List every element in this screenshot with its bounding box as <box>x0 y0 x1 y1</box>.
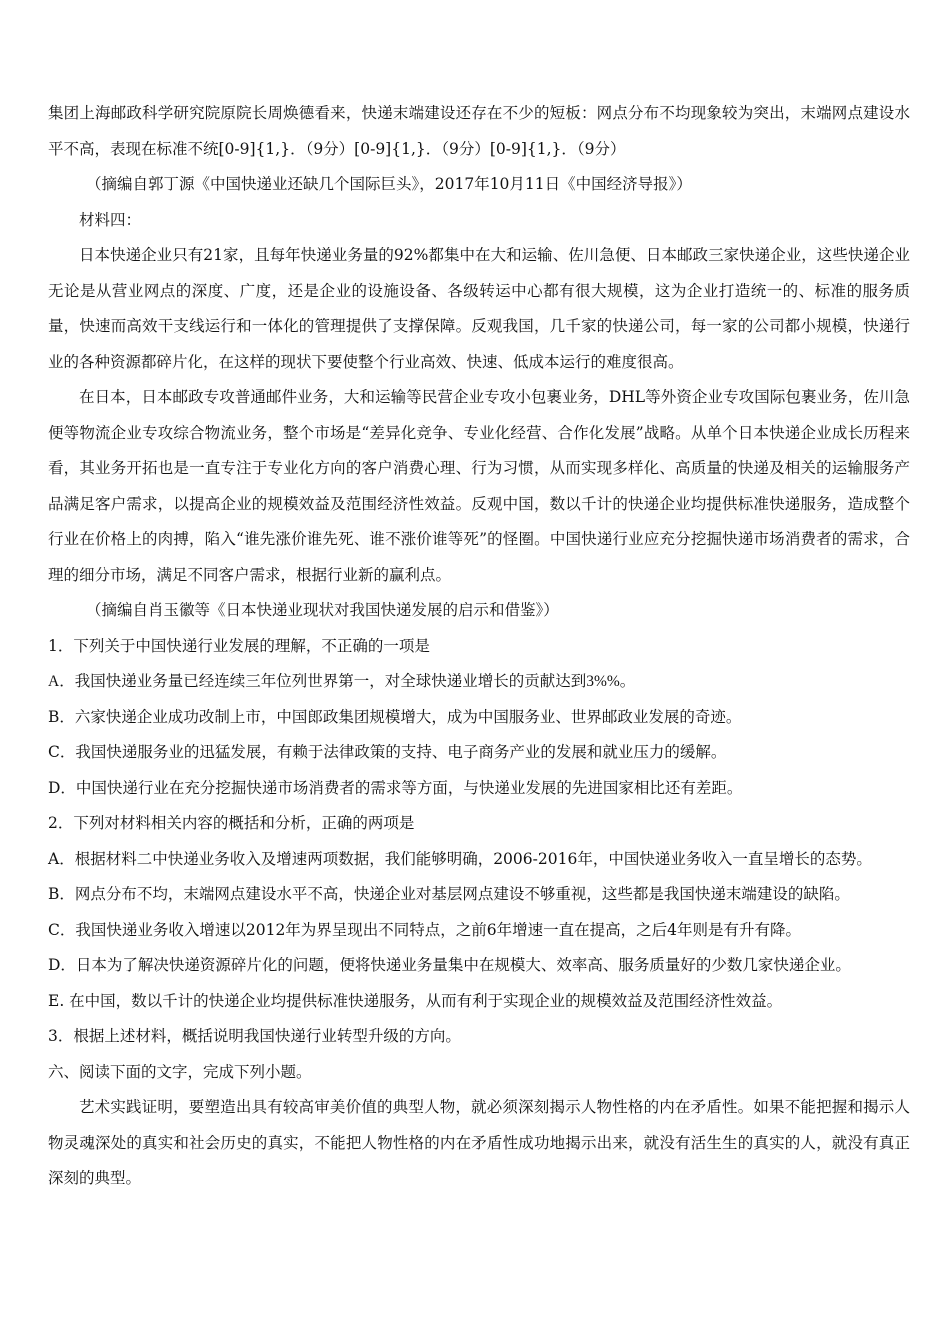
question-2-option-a: A．根据材料二中快递业务收入及增速两项数据，我们能够明确，2006-2016年，中国快递业务收入一直呈增长的态势。 <box>48 849 872 868</box>
question-1-option-b: B．六家快递企业成功改制上市，中国郎政集团规模增大，成为中国服务业、世界邮政业发展的奇迹。 <box>48 707 742 726</box>
material4-label: 材料四： <box>79 210 142 229</box>
question-3-stem: 3．根据上述材料，概括说明我国快递行业转型升级的方向。 <box>48 1027 461 1045</box>
question-2-option-b: B．网点分布不均，末端网点建设水平不高，快递企业对基层网点建设不够重视，这些都是我国快递末端建设的缺陷。 <box>48 885 850 903</box>
material3-paragraph-end: 集团上海邮政科学研究院原院长周焕德看来，快递末端建设还存在不少的短板：网点分布不均现象较为突出，末端网点建设水平不高，表现在标准不统[0-9]{1,}．（9分）[0-9]{1,}．（9分）[0-9]{1,}．（9分） <box>48 104 910 158</box>
question-1-stem: 1．下列关于中国快递行业发展的理解，不正确的一项是 <box>48 636 430 655</box>
section-6-paragraph: 艺术实践证明，要塑造出具有较高审美价值的典型人物，就必须深刻揭示人物性格的内在矛盾性。如果不能把握和揭示人物灵魂深处的真实和社会历史的真实，不能把人物性格的内在矛盾性成功地揭示出来，就没有活生生的真实的人，就没有真正深刻的典型。 <box>48 1098 910 1187</box>
question-2-option-c: C．我国快递业务收入增速以2012年为界呈现出不同特点，之前6年增速一直在提高，之后4年则是有升有降。 <box>48 920 802 939</box>
material3-source: （摘编自郭丁源《中国快递业还缺几个国际巨头》，2017年10月11日《中国经济导报》） <box>86 175 692 193</box>
document-page <box>48 96 910 1197</box>
question-2-option-e: E. 在中国，数以千计的快递企业均提供标准快递服务，从而有利于实现企业的规模效益及范围经济性效益。 <box>48 991 783 1010</box>
question-2-option-d: D．日本为了解决快递资源碎片化的问题，便将快递业务量集中在规模大、效率高、服务质量好的少数几家快递企业。 <box>48 956 851 974</box>
question-2-stem: 2．下列对材料相关内容的概括和分析，正确的两项是 <box>48 814 415 832</box>
question-1-option-c: C．我国快递服务业的迅猛发展，有赖于法律政策的支持、电子商务产业的发展和就业压力的缓解。 <box>48 743 727 761</box>
material4-paragraph-1: 日本快递企业只有21家，且每年快递业务量的92%都集中在大和运输、佐川急便、日本邮政三家快递企业，这些快递企业无论是从营业网点的深度、广度，还是企业的设施设备、各级转运中心都有很大规模，这为企业打造统一的、标准的服务质量，快速而高效干支线运行和一体化的管理提供了支撑保障。反观我国，几千家的快递公司，每一家的公司都小规模，快递行业的各种资源都碎片化，在这样的现状下要使整个行业高效、快速、低成本运行的难度很高。 <box>48 246 910 371</box>
material4-paragraph-2: 在日本，日本邮政专攻普通邮件业务，大和运输等民营企业专攻小包裹业务，DHL等外资企业专攻国际包裹业务，佐川急便等物流企业专攻综合物流业务，整个市场是“差异化竞争、专业化经营、合作化发展”战略。从单个日本快递企业成长历程来看，其业务开拓也是一直专注于专业化方向的客户消费心理、行为习惯，从而实现多样化、高质量的快递及相关的运输服务产品满足客户需求，以提高企业的规模效益及范围经济性效益。反观中国，数以千计的快递企业均提供标准快递服务，造成整个行业在价格上的肉搏，陷入“谁先涨价谁先死、谁不涨价谁等死”的怪圈。中国快递行业应充分挖掘快递市场消费者的需求，合理的细分市场，满足不同客户需求，根据行业新的赢利点。 <box>48 388 910 584</box>
section-6-heading: 六、阅读下面的文字，完成下列小题。 <box>48 1062 312 1081</box>
material4-source: （摘编自肖玉徽等《日本快递业现状对我国快递发展的启示和借鉴》） <box>86 601 559 619</box>
question-1-option-d: D．中国快递行业在充分挖掘快递市场消费者的需求等方面，与快递业发展的先进国家相比还有差距。 <box>48 778 743 797</box>
question-1-option-a: A．我国快递业务量已经连续三年位列世界第一，对全球快递业增长的贡献达到3%%。 <box>48 673 636 690</box>
